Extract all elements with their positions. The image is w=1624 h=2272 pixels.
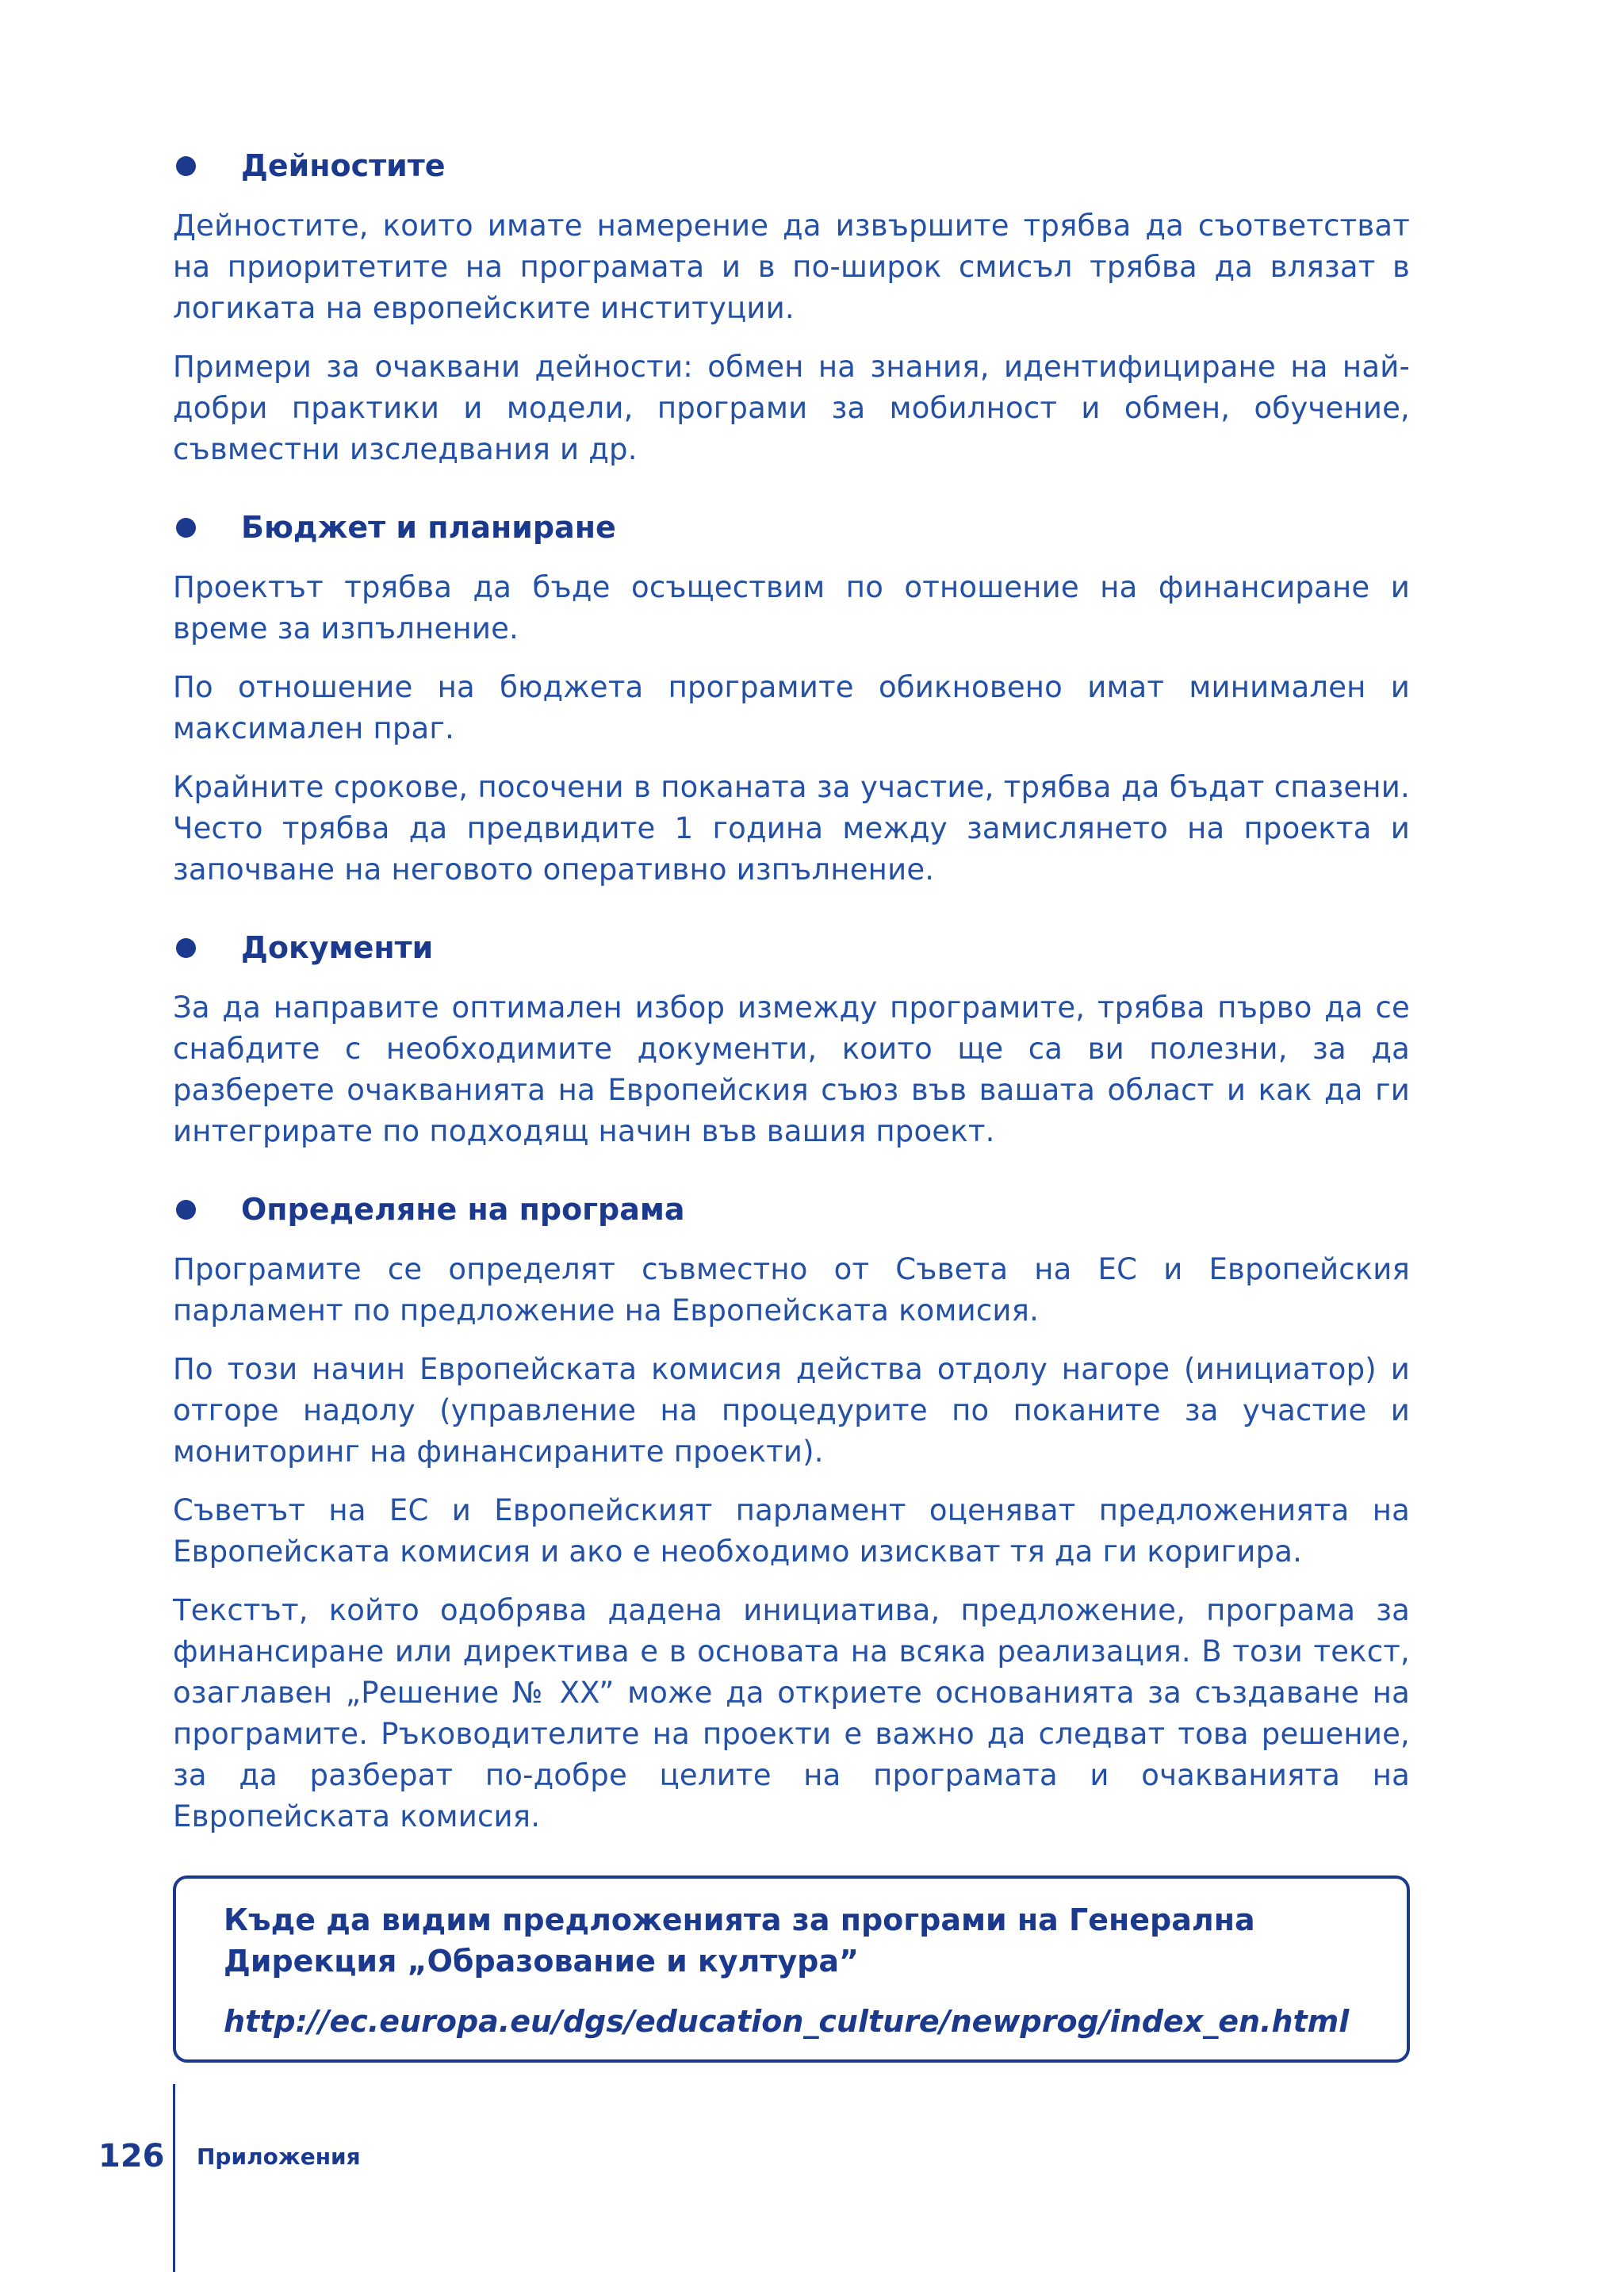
bullet-icon	[176, 518, 196, 538]
footer-section-label: Приложения	[197, 2144, 361, 2170]
bullet-icon	[176, 1200, 196, 1220]
callout-box	[173, 1875, 1410, 2063]
section-heading-text: Бюджет и планиране	[241, 510, 616, 545]
paragraph: Примери за очаквани дейности: обмен на знания, идентифициране на най-добри практики и модели, програми за мобилност и обмен, обучение, съвместни изследвания и др.	[173, 350, 1410, 466]
paragraph: По този начин Европейската комисия действа отдолу нагоре (инициатор) и отгоре надолу (управление на процедурите по поканите за участие и мониторинг на финансираните проекти).	[173, 1352, 1410, 1469]
section-heading-text: Дейностите	[241, 148, 446, 183]
section-program-definition	[173, 1190, 1410, 1837]
paragraph: За да направите оптимален избор измежду програмите, трябва първо да се снабдите с необходимите документи, които ще са ви полезни, за да разберете очакванията на Европейския съюз във вашата област и как да ги интегрирате по подходящ начин във вашия проект.	[173, 990, 1410, 1148]
page-content	[173, 147, 1410, 2063]
section-activities	[173, 147, 1410, 470]
paragraph: Съветът на ЕС и Европейският парламент оценяват предложенията на Европейската комисия и ако е необходимо изискват тя да ги коригира.	[173, 1493, 1410, 1569]
section-documents	[173, 929, 1410, 1152]
paragraph: Крайните срокове, посочени в поканата за участие, трябва да бъдат спазени. Често трябва да предвидите 1 година между замислянето на проекта и започване на неговото оперативно изпълнение.	[173, 770, 1410, 887]
section-heading	[173, 929, 1410, 967]
section-heading	[173, 508, 1410, 546]
paragraph: Текстът, който одобрява дадена инициатива, предложение, програма за финансиране или директива е в основата на всяка реализация. В този текст, озаглавен „Решение № XX” може да откриете основанията за създаване на програмите. Ръководителите на проекти е важно да следват това решение, за да разберат по-добре целите на програмата и очакванията на Европейската комисия.	[173, 1593, 1410, 1833]
paragraph: Проектът трябва да бъде осъществим по отношение на финансиране и време за изпълнение.	[173, 570, 1410, 646]
section-heading-text: Определяне на програма	[241, 1192, 685, 1227]
section-heading	[173, 147, 1410, 185]
footer-divider	[173, 2084, 175, 2272]
section-heading	[173, 1190, 1410, 1228]
callout-title: Къде да видим предложенията за програми на Генерална Дирекция „Образование и култура”	[224, 1902, 1255, 1979]
bullet-icon	[176, 156, 196, 176]
bullet-icon	[176, 938, 196, 958]
section-budget-planning	[173, 508, 1410, 891]
page-number: 126	[98, 2138, 165, 2174]
paragraph: Дейностите, които имате намерение да извършите трябва да съответстват на приоритетите на програмата и в по-широк смисъл трябва да влязат в логиката на европейските институции.	[173, 209, 1410, 325]
paragraph: По отношение на бюджета програмите обикновено имат минимален и максимален праг.	[173, 670, 1410, 745]
paragraph: Програмите се определят съвместно от Съвета на ЕС и Европейския парламент по предложение на Европейската комисия.	[173, 1252, 1410, 1328]
section-heading-text: Документи	[241, 930, 434, 965]
callout-link[interactable]: http://ec.europa.eu/dgs/education_culture/newprog/index_en.html	[224, 2004, 1350, 2039]
